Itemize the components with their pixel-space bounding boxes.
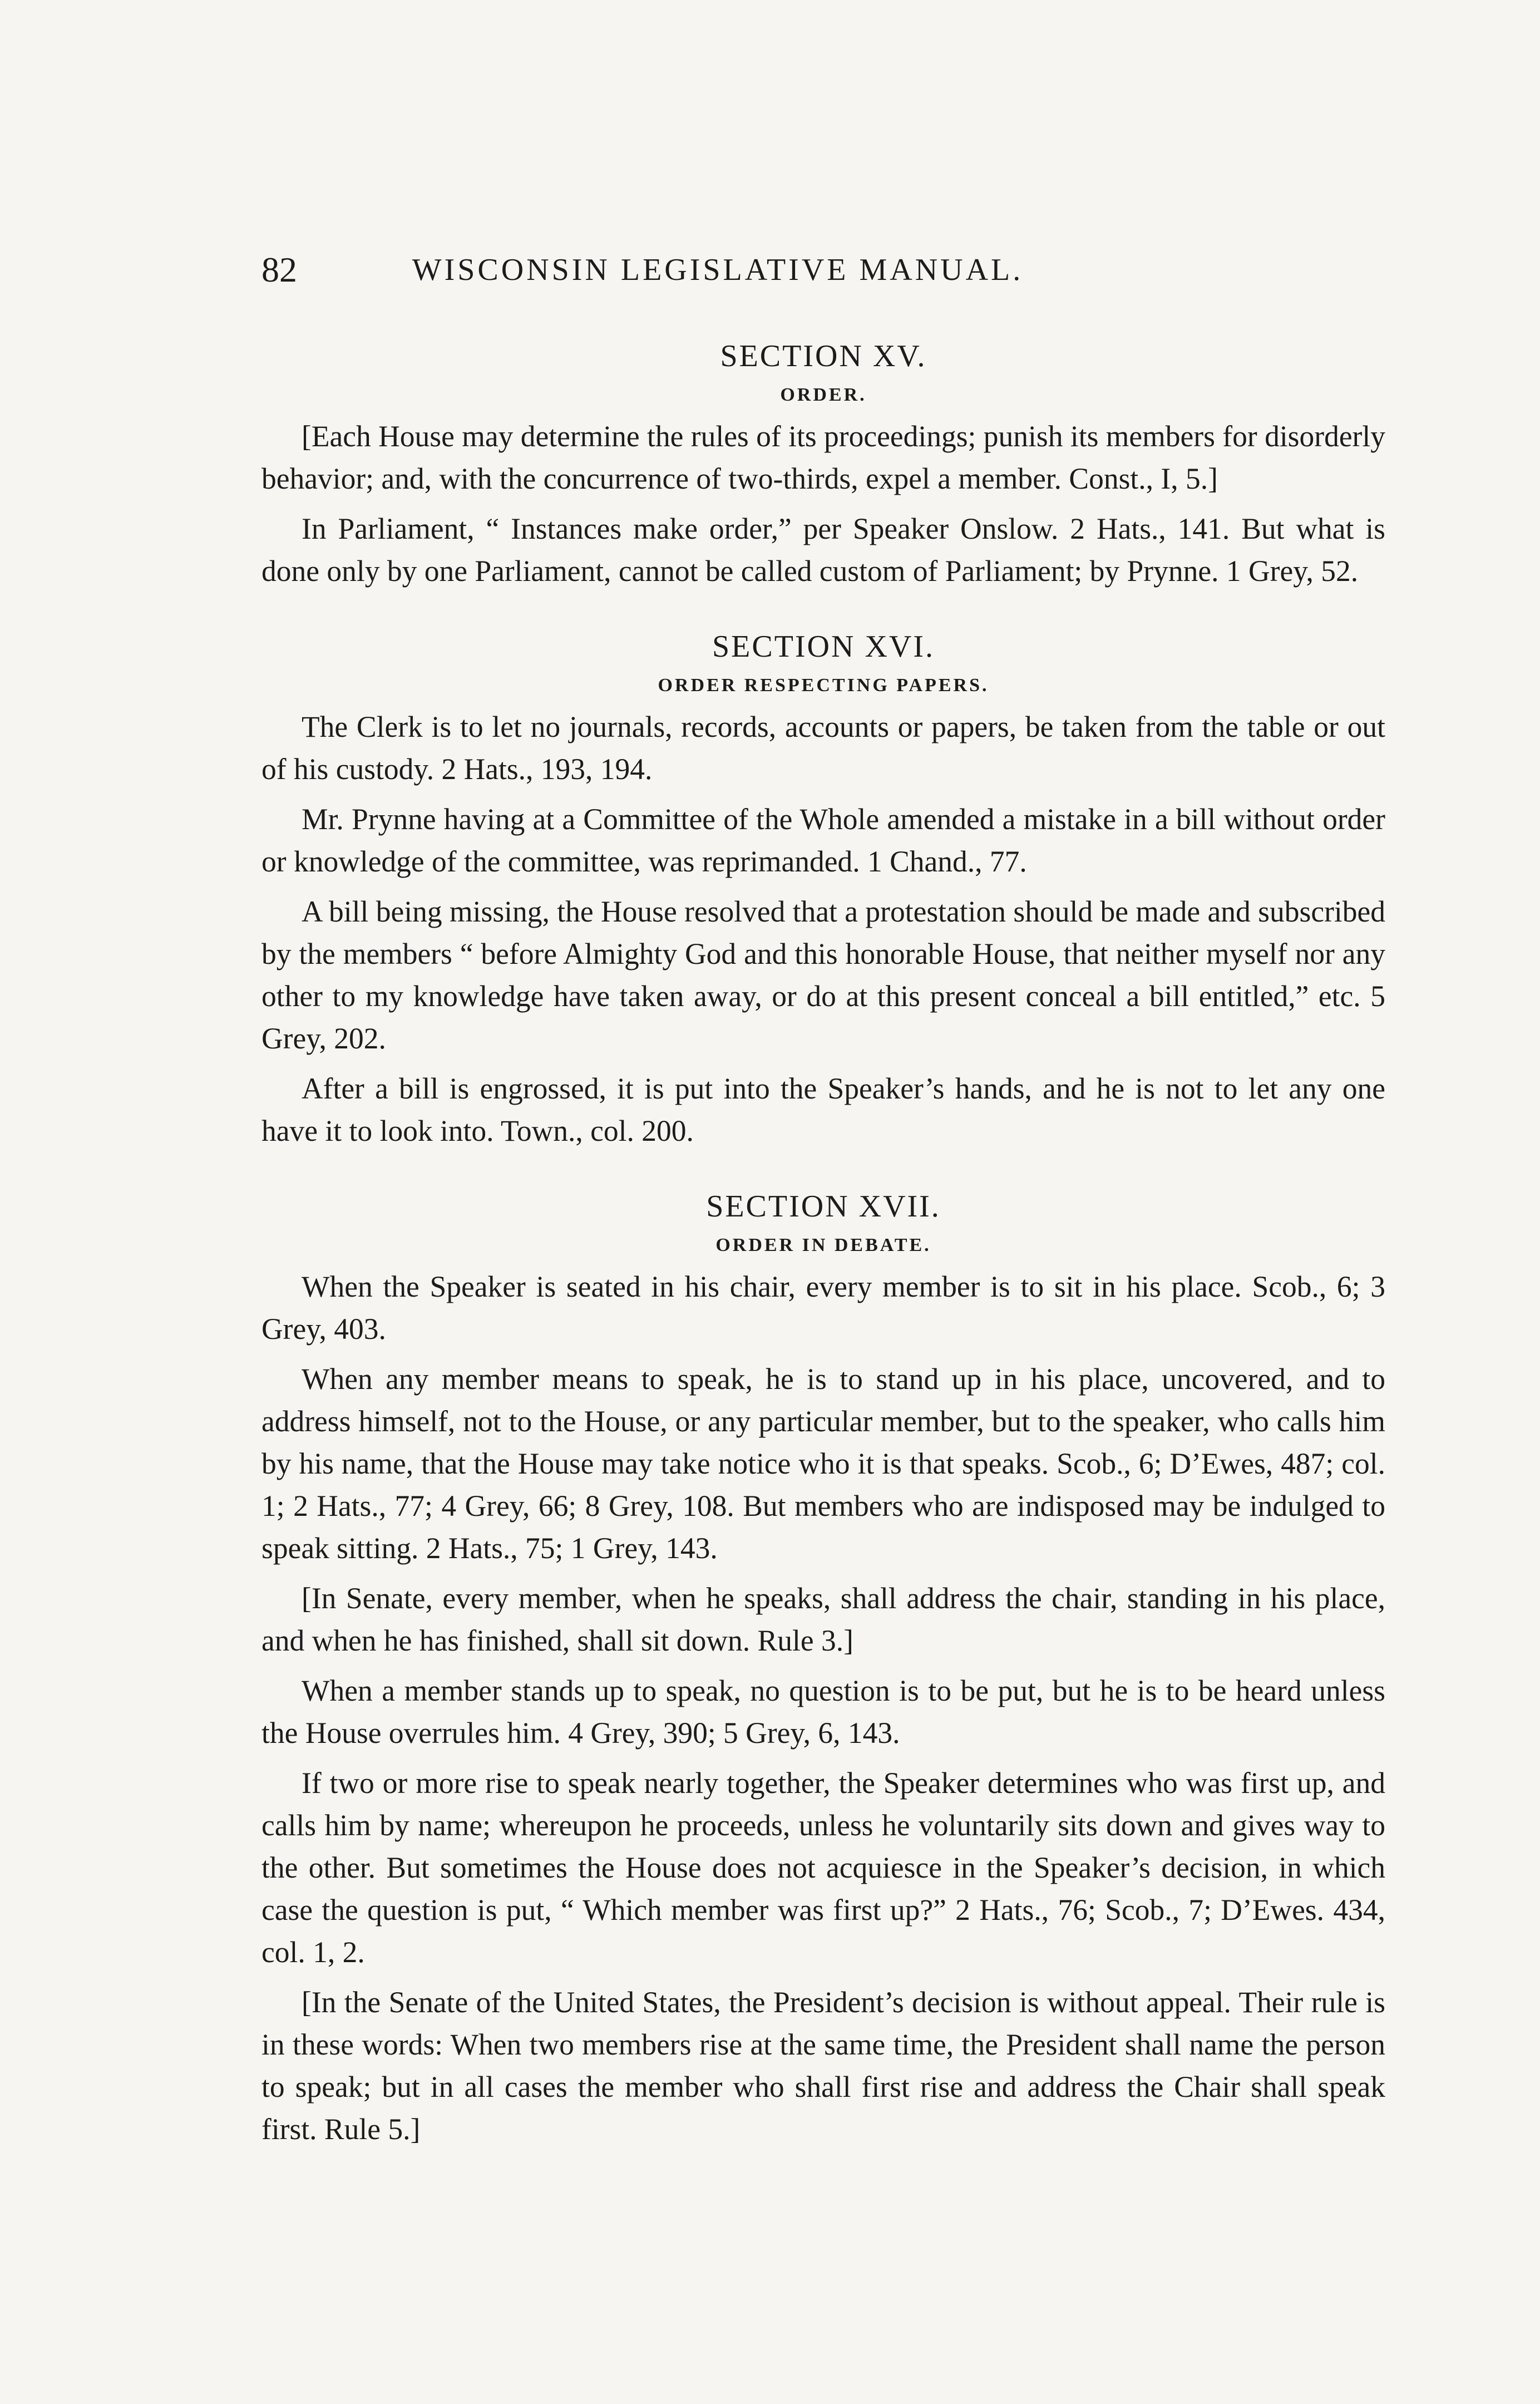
paragraph: In Parliament, “ Instances make order,” per Speaker Onslow. 2 Hats., 141. But what is done only by one Parliament, cannot be called custom of Parliament; by Prynne. 1 Grey, 52. — [261, 512, 1385, 588]
paragraph: [Each House may determine the rules of its proceedings; punish its members for disorderly behavior; and, with the concurrence of two-thirds, expel a member. Const., I, 5.] — [261, 420, 1385, 495]
section-subtitle: ORDER RESPECTING PAPERS. — [658, 675, 989, 696]
paragraph: When any member means to speak, he is to stand up in his place, uncovered, and to address himself, not to the House, or any particular member, but to the speaker, who calls him by his name, that the House may take notice who it is that speaks. Scob., 6; D’Ewes, 487; col. 1; 2 Hats., 77; 4 Grey, 66; 8 Grey, 108. But members who are indisposed may be indulged to speak sitting. 2 Hats., 75; 1 Grey, 143. — [261, 1362, 1385, 1565]
section-xvi — [261, 624, 1385, 1152]
paragraph: When the Speaker is seated in his chair, every member is to sit in his place. Scob., 6; 3 Grey, 403. — [261, 1270, 1385, 1346]
paragraph: When a member stands up to speak, no question is to be put, but he is to be heard unless the House overrules him. 4 Grey, 390; 5 Grey, 6, 143. — [261, 1674, 1385, 1750]
page-body — [261, 334, 1385, 2158]
section-title: SECTION XVII. — [706, 1189, 941, 1224]
section-subtitle: ORDER. — [780, 385, 867, 405]
page-number: 82 — [261, 250, 297, 289]
paragraph: The Clerk is to let no journals, records, accounts or papers, be taken from the table or out of his custody. 2 Hats., 193, 194. — [261, 710, 1385, 786]
paragraph: Mr. Prynne having at a Committee of the Whole amended a mistake in a bill without order or knowledge of the committee, was reprimanded. 1 Chand., 77. — [261, 802, 1385, 878]
paragraph: After a bill is engrossed, it is put into the Speaker’s hands, and he is not to let any one have it to look into. Town., col. 200. — [261, 1072, 1385, 1147]
section-xv — [261, 334, 1385, 592]
paragraph: [In the Senate of the United States, the President’s decision is without appeal. Their rule is in these words: When two members rise at the same time, the President shall name the person to speak; but in all cases the member who shall first rise and address the Chair shall speak first. Rule 5.] — [261, 1986, 1385, 2146]
page-header — [261, 245, 1174, 295]
paragraph: A bill being missing, the House resolved that a protestation should be made and subscribed by the members “ before Almighty God and this honorable House, that neither myself nor any other to my knowledge have taken away, or do at this present conceal a bill entitled,” etc. 5 Grey, 202. — [261, 895, 1385, 1055]
section-subtitle: ORDER IN DEBATE. — [715, 1235, 931, 1255]
running-head: WISCONSIN LEGISLATIVE MANUAL. — [412, 253, 1024, 287]
section-title: SECTION XVI. — [712, 629, 935, 664]
paragraph: If two or more rise to speak nearly together, the Speaker determines who was first up, and calls him by name; whereupon he proceeds, unless he voluntarily sits down and gives way to the other. But sometimes the House does not acquiesce in the Speaker’s decision, in which case the question is put, “ Which member was first up?” 2 Hats., 76; Scob., 7; D’Ewes. 434, col. 1, 2. — [261, 1766, 1385, 1969]
section-title: SECTION XV. — [720, 339, 927, 373]
paragraph: [In Senate, every member, when he speaks, shall address the chair, standing in his place, and when he has finished, shall sit down. Rule 3.] — [261, 1582, 1385, 1657]
section-xvii — [261, 1184, 1385, 2150]
